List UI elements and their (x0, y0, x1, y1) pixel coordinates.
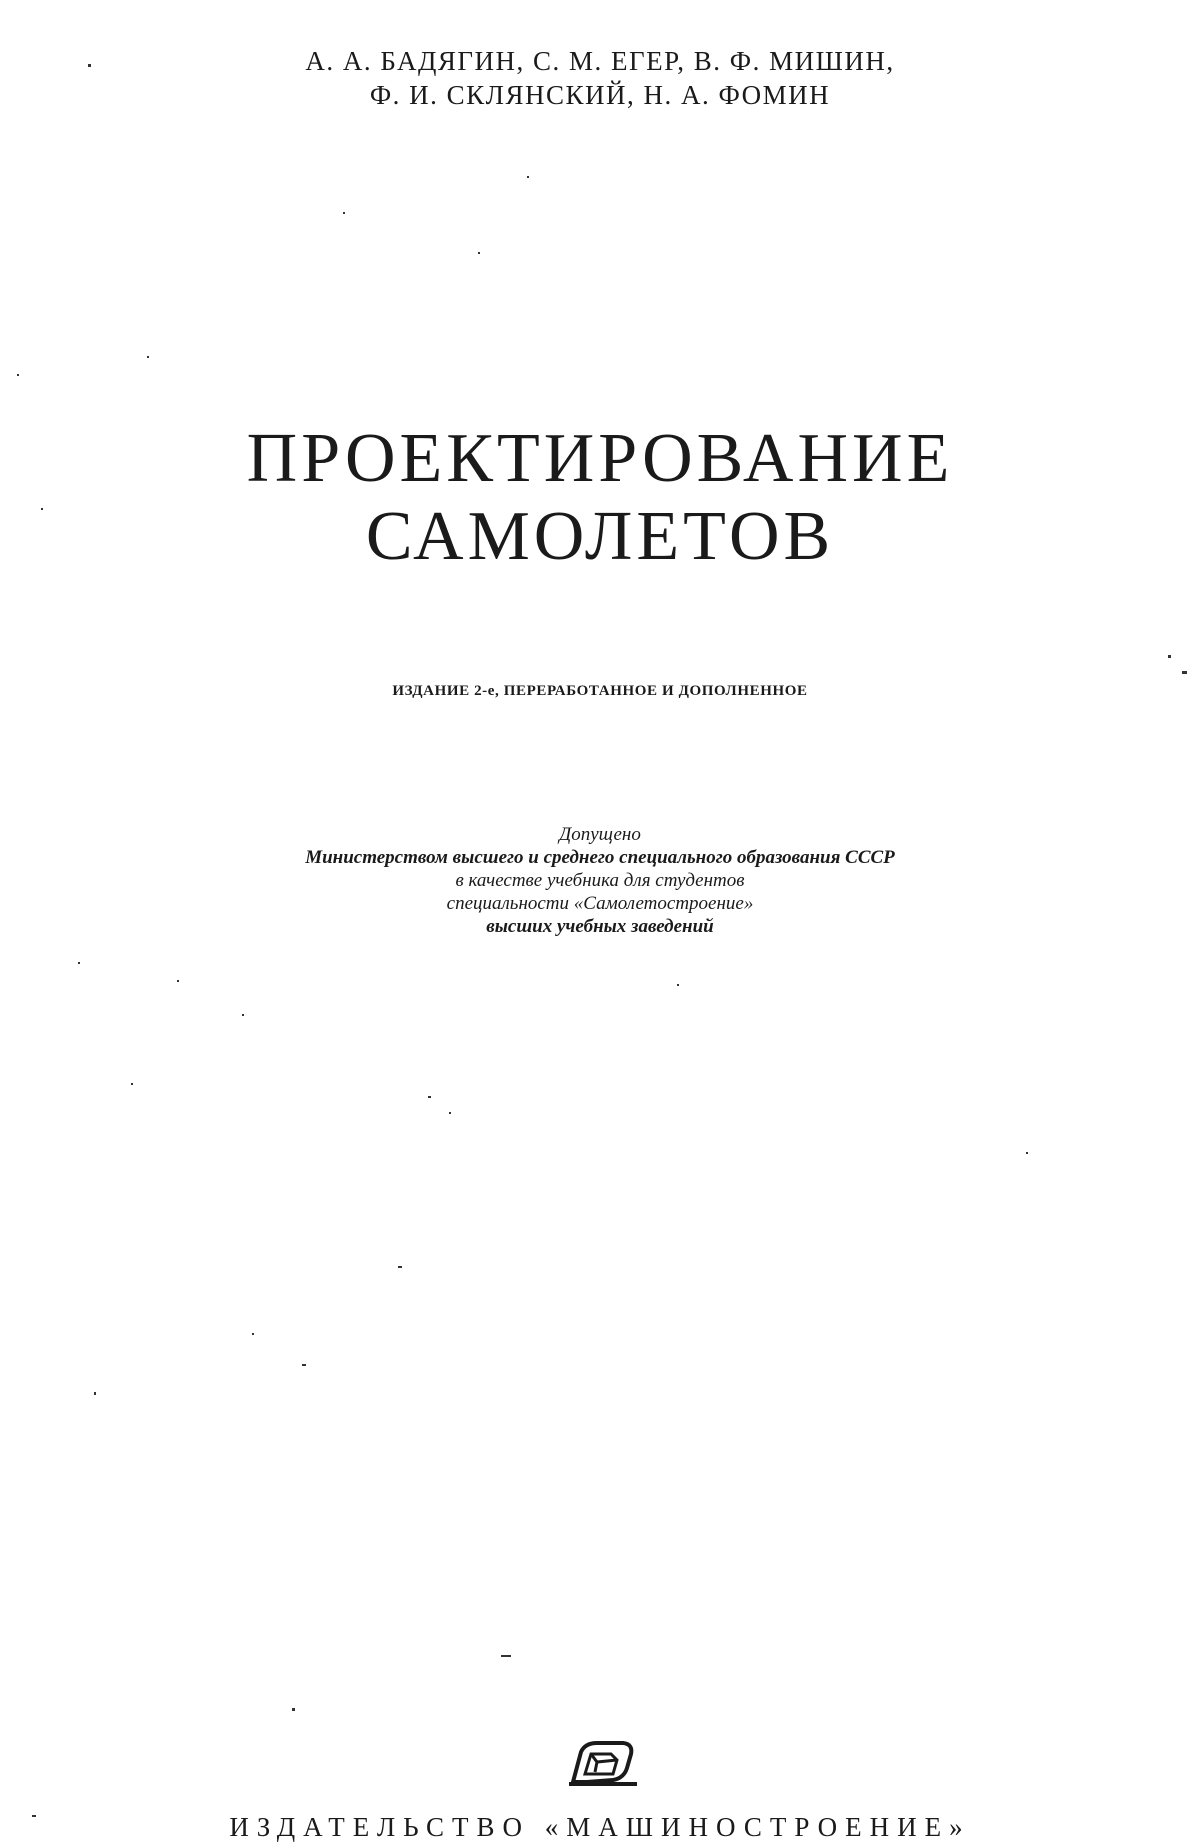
approval-line-2: Министерством высшего и среднего специального образования СССР (305, 847, 895, 868)
book-title-line-1: ПРОЕКТИРОВАНИЕ (246, 420, 954, 497)
scan-speck (501, 1655, 511, 1657)
scan-speck (242, 1014, 244, 1016)
scan-speck (302, 1364, 306, 1366)
publisher-name: ИЗДАТЕЛЬСТВО «МАШИНОСТРОЕНИЕ» (229, 1812, 971, 1842)
scan-speck (94, 1392, 96, 1395)
scan-speck (41, 508, 43, 510)
book-title (0, 420, 1200, 576)
book-title-line-2: САМОЛЕТОВ (365, 498, 835, 575)
authors-block (0, 44, 1200, 112)
authors-line-2: Ф. И. СКЛЯНСКИЙ, Н. А. ФОМИН (369, 80, 831, 110)
scan-speck (147, 356, 149, 358)
approval-line-4: специальности «Самолетостроение» (446, 893, 754, 914)
scan-speck (478, 252, 480, 254)
approval-line-3: в качестве учебника для студентов (455, 870, 745, 891)
scan-speck (252, 1333, 254, 1335)
scan-speck (292, 1708, 295, 1711)
scan-speck (1182, 671, 1187, 674)
scan-speck (449, 1112, 451, 1114)
scan-speck (32, 1815, 36, 1817)
scan-speck (677, 984, 679, 986)
scan-speck (1168, 655, 1171, 658)
scan-speck (343, 212, 345, 214)
approval-notice (0, 823, 1200, 938)
scan-speck (131, 1083, 133, 1085)
scan-speck (398, 1266, 402, 1268)
approval-line-1: Допущено (559, 824, 641, 845)
scan-speck (428, 1096, 431, 1098)
publisher-emblem-icon (567, 1738, 639, 1788)
scan-speck (527, 176, 529, 178)
scan-speck (1026, 1152, 1028, 1154)
authors-line-1: А. А. БАДЯГИН, С. М. ЕГЕР, В. Ф. МИШИН, (305, 46, 895, 76)
approval-line-5: высших учебных заведений (486, 916, 714, 937)
edition-note: ИЗДАНИЕ 2-е, ПЕРЕРАБОТАННОЕ И ДОПОЛНЕННОЕ (392, 683, 808, 699)
scan-speck (17, 374, 19, 376)
scan-speck (78, 962, 80, 964)
scan-speck (88, 64, 91, 67)
scan-speck (177, 980, 179, 982)
